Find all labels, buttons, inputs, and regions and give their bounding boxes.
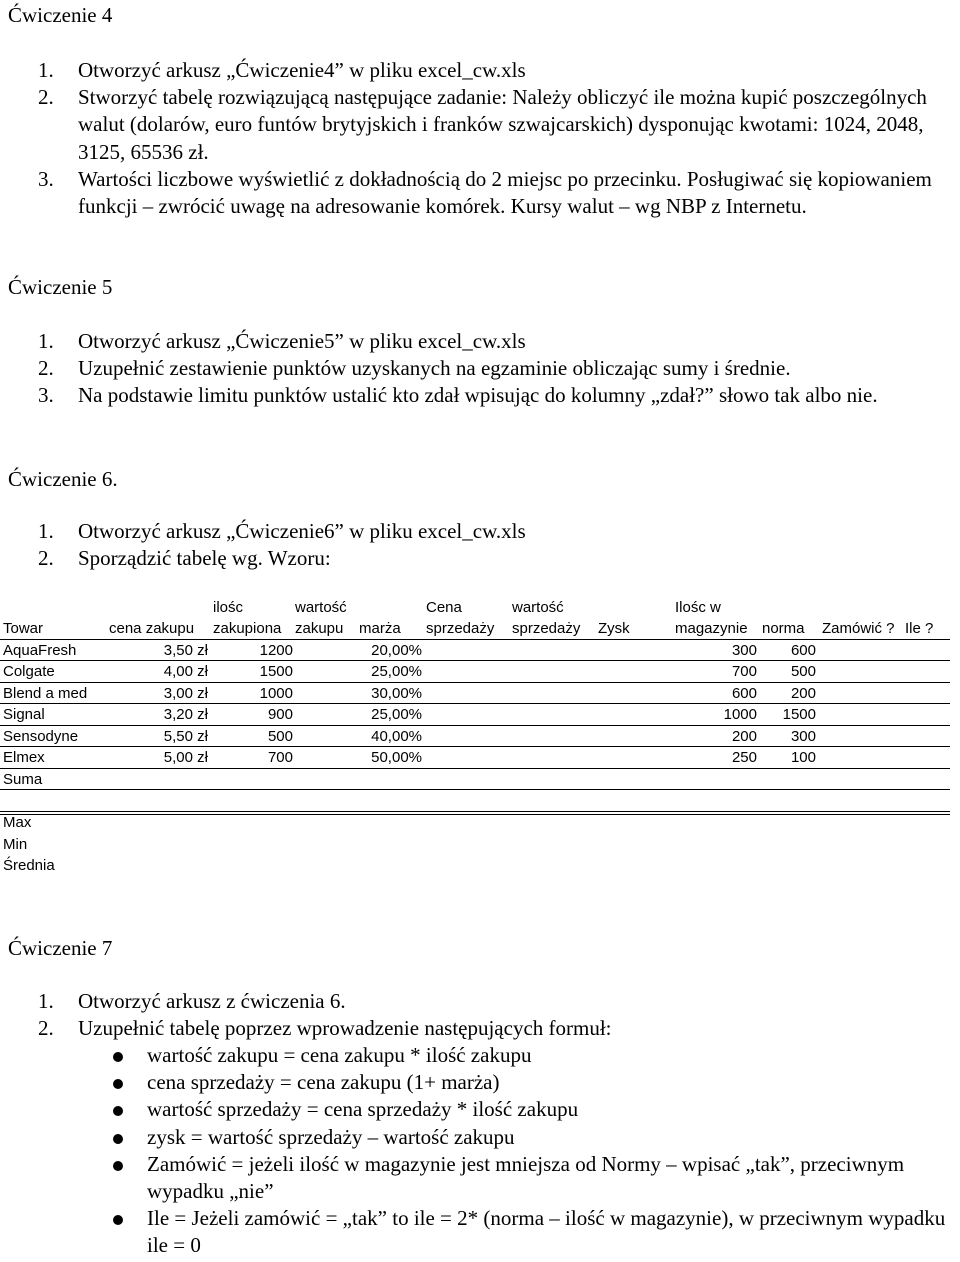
bullet-icon — [113, 1106, 123, 1116]
list-item — [8, 84, 953, 166]
cell-marza: 50,00% — [371, 749, 422, 766]
cell-ilosc: 500 — [267, 728, 293, 745]
list-item — [8, 328, 953, 355]
item-number: 2. — [38, 85, 54, 110]
cell-marza: 25,00% — [371, 663, 422, 680]
cell-magazyn: 250 — [731, 749, 757, 766]
header-bottom: zakupu — [295, 620, 344, 637]
cell-towar: Signal — [3, 706, 45, 723]
item-text: Uzupełnić tabelę poprzez wprowadzenie następujących formuł: — [78, 1016, 612, 1041]
cell-magazyn: 1000 — [723, 706, 757, 723]
header-top: wartość — [295, 599, 347, 616]
row-divider — [0, 811, 950, 812]
item-number: 3. — [38, 166, 54, 191]
header-bottom: Zysk — [598, 620, 630, 637]
cell-marza: 40,00% — [371, 728, 422, 745]
cell-ilosc: 1200 — [259, 642, 293, 659]
header-bottom: Towar — [3, 620, 44, 637]
formula-text: Zamówić = jeżeli ilość w magazynie jest mniejsza od Normy – wpisać „tak”, przeciwnym wypadku „nie” — [147, 1151, 905, 1204]
item-text: Otworzyć arkusz „Ćwiczenie4” w pliku excel_cw.xls — [78, 58, 526, 82]
cell-magazyn: 200 — [731, 728, 757, 745]
header-bottom: sprzedaży — [512, 620, 581, 637]
item-number: 1. — [38, 329, 54, 353]
cell-marza: 25,00% — [371, 706, 422, 723]
bullet-icon — [113, 1079, 123, 1089]
item-text: Wartości liczbowe wyświetlić z dokładnością do 2 miejsc po przecinku. Posługiwać się kopiowaniem funkcji – zwrócić uwagę na adresowanie komórek. Kursy walut – wg NBP z Internetu. — [78, 166, 932, 219]
formula-text: wartość zakupu = cena zakupu * ilość zakupu — [147, 1043, 532, 1067]
cell-cena: 5,50 zł — [163, 728, 208, 745]
header-bottom: sprzedaży — [426, 620, 495, 637]
summary-label-suma: Suma — [3, 771, 43, 788]
header-bottom: norma — [762, 620, 805, 637]
exercise-7-list — [8, 988, 953, 1042]
item-text: Otworzyć arkusz „Ćwiczenie5” w pliku excel_cw.xls — [78, 329, 526, 353]
cell-cena: 3,50 zł — [163, 642, 208, 659]
item-number: 2. — [38, 1016, 54, 1041]
cell-cena: 4,00 zł — [163, 663, 208, 680]
summary-label-max: Max — [3, 814, 32, 831]
cell-towar: AquaFresh — [3, 642, 77, 659]
cell-magazyn: 600 — [731, 685, 757, 702]
formula-text: zysk = wartość sprzedaży – wartość zakupu — [147, 1124, 515, 1149]
item-text: Uzupełnić zestawienie punktów uzyskanych na egzaminie obliczając sumy i średnie. — [78, 356, 791, 381]
item-text: Na podstawie limitu punktów ustalić kto zdał wpisując do kolumny „zdał?” słowo tak albo nie. — [78, 383, 878, 408]
item-text: Otworzyć arkusz „Ćwiczenie6” w pliku excel_cw.xls — [78, 519, 526, 543]
bullet-icon — [113, 1161, 123, 1171]
exercise-4-list — [8, 57, 953, 220]
formula-text: Ile = Jeżeli zamówić = „tak” to ile = 2* (norma – ilość w magazynie), w przeciwnym wypadku ile = 0 — [147, 1206, 946, 1258]
list-item — [8, 166, 953, 220]
cell-norma: 500 — [790, 663, 816, 680]
list-item — [8, 1042, 953, 1069]
cell-magazyn: 300 — [731, 642, 757, 659]
list-item — [8, 382, 953, 409]
exercise-4-title: Ćwiczenie 4 — [8, 3, 113, 27]
cell-ilosc: 1500 — [259, 663, 293, 680]
header-top: wartość — [512, 599, 564, 616]
cell-magazyn: 700 — [731, 663, 757, 680]
exercise-7-title: Ćwiczenie 7 — [8, 936, 113, 960]
row-divider — [0, 814, 950, 815]
cell-cena: 5,00 zł — [163, 749, 208, 766]
header-bottom: Zamówić ? — [822, 620, 895, 637]
formula-text: wartość sprzedaży = cena sprzedaży * ilość zakupu — [147, 1097, 579, 1122]
bullet-icon — [113, 1134, 123, 1144]
bullet-icon — [113, 1052, 123, 1062]
formula-text: cena sprzedaży = cena zakupu (1+ marża) — [147, 1070, 500, 1095]
exercise-5-list — [8, 328, 953, 410]
row-divider — [0, 789, 950, 790]
header-bottom: magazynie — [675, 620, 748, 637]
item-text: Otworzyć arkusz z ćwiczenia 6. — [78, 989, 346, 1013]
header-top: Ilośc w — [675, 599, 721, 616]
header-bottom: Ile ? — [905, 620, 934, 637]
header-bottom: marża — [359, 620, 401, 637]
summary-label-min: Min — [3, 836, 28, 853]
list-item — [8, 988, 953, 1015]
list-item — [8, 545, 953, 572]
cell-norma: 1500 — [782, 706, 816, 723]
header-top: ilośc — [213, 599, 244, 616]
bullet-icon — [113, 1215, 123, 1225]
cell-towar: Elmex — [3, 749, 45, 766]
cell-norma: 100 — [790, 749, 816, 766]
cell-towar: Colgate — [3, 663, 55, 680]
list-item — [8, 355, 953, 382]
cell-norma: 200 — [790, 685, 816, 702]
cell-ilosc: 1000 — [259, 685, 293, 702]
item-number: 3. — [38, 383, 54, 408]
list-item — [8, 1015, 953, 1042]
list-item — [8, 1124, 953, 1151]
list-item — [8, 1151, 953, 1205]
header-top: Cena — [426, 599, 462, 616]
cell-towar: Blend a med — [3, 685, 88, 702]
cell-cena: 3,00 zł — [163, 685, 208, 702]
list-item — [8, 518, 953, 545]
list-item — [8, 1096, 953, 1123]
item-number: 2. — [38, 546, 54, 571]
cell-cena: 3,20 zł — [163, 706, 208, 723]
list-item — [8, 1205, 953, 1259]
header-bottom: zakupiona — [213, 620, 282, 637]
list-item — [8, 1069, 953, 1096]
exercise-6-list — [8, 518, 953, 572]
cell-marza: 30,00% — [371, 685, 422, 702]
cell-ilosc: 900 — [267, 706, 293, 723]
item-text: Stworzyć tabelę rozwiązującą następujące zadanie: Należy obliczyć ile można kupić poszczególnych walut (dolarów, euro funtów brytyjskich i franków szwajcarskich) dysponując kwotami: 1024, 2048, 3125, 65536 zł. — [78, 85, 927, 164]
cell-towar: Sensodyne — [3, 728, 79, 745]
cell-norma: 600 — [790, 642, 816, 659]
item-number: 2. — [38, 356, 54, 381]
summary-label-srednia: Średnia — [3, 857, 55, 874]
list-item — [8, 57, 953, 84]
header-bottom: cena zakupu — [109, 620, 195, 637]
cell-ilosc: 700 — [267, 749, 293, 766]
exercise-5-title: Ćwiczenie 5 — [8, 275, 113, 299]
cell-marza: 20,00% — [371, 642, 422, 659]
item-text: Sporządzić tabelę wg. Wzoru: — [78, 546, 331, 571]
exercise-6-title: Ćwiczenie 6. — [8, 467, 118, 491]
cell-norma: 300 — [790, 728, 816, 745]
formula-list — [8, 1042, 953, 1260]
item-number: 1. — [38, 58, 54, 82]
item-number: 1. — [38, 989, 54, 1013]
item-number: 1. — [38, 519, 54, 543]
